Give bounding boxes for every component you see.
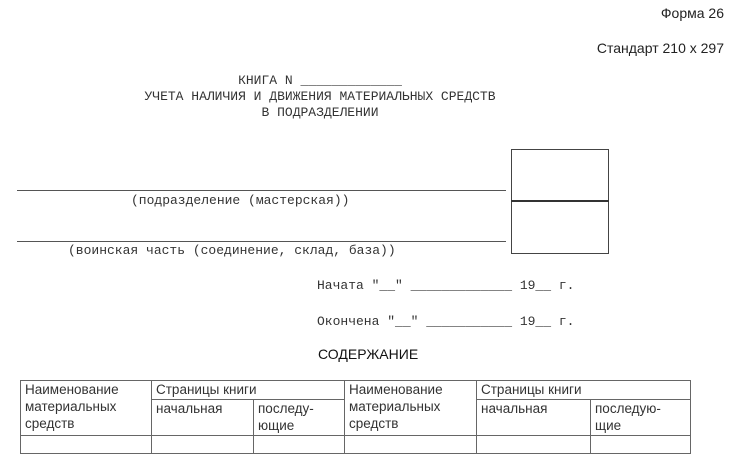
cell-subsequent-right[interactable]: [591, 436, 691, 454]
header-pages-right: Страницы книги: [477, 381, 691, 400]
form-number: Форма 26: [660, 5, 724, 21]
header-initial-left: начальная: [152, 400, 254, 436]
cell-initial-right[interactable]: [477, 436, 591, 454]
book-title-line3: В ПОДРАЗДЕЛЕНИИ: [261, 105, 379, 120]
contents-title: СОДЕРЖАНИЕ: [318, 346, 419, 362]
header-subsequent-left: последу-ющие: [254, 400, 345, 436]
cell-name-left[interactable]: [21, 436, 152, 454]
cell-initial-left[interactable]: [152, 436, 254, 454]
header-name-right: Наименование материальных средств: [345, 381, 477, 436]
cell-name-right[interactable]: [345, 436, 477, 454]
table-row: [21, 436, 691, 454]
book-title-line1: КНИГА N _____________: [238, 73, 402, 88]
cell-subsequent-left[interactable]: [254, 436, 345, 454]
subdivision-underline[interactable]: [17, 190, 506, 191]
finished-date[interactable]: Окончена "__" ___________ 19__ г.: [317, 314, 575, 329]
unit-underline[interactable]: [17, 241, 506, 242]
started-date[interactable]: Начата "__" _____________ 19__ г.: [317, 278, 575, 293]
header-initial-right: начальная: [477, 400, 591, 436]
code-box-divider: [511, 200, 609, 202]
book-title-line2: УЧЕТА НАЛИЧИЯ И ДВИЖЕНИЯ МАТЕРИАЛЬНЫХ СРЕДСТВ: [144, 89, 496, 104]
subdivision-caption: (подразделение (мастерская)): [131, 193, 350, 208]
header-pages-left: Страницы книги: [152, 381, 345, 400]
code-box[interactable]: [511, 149, 609, 254]
header-subsequent-right: последую-щие: [591, 400, 691, 436]
paper-standard: Стандарт 210 x 297: [596, 40, 724, 56]
header-name-left: Наименование материальных средств: [21, 381, 152, 436]
contents-table: [20, 380, 691, 454]
unit-caption: (воинская часть (соединение, склад, база)): [68, 243, 396, 258]
